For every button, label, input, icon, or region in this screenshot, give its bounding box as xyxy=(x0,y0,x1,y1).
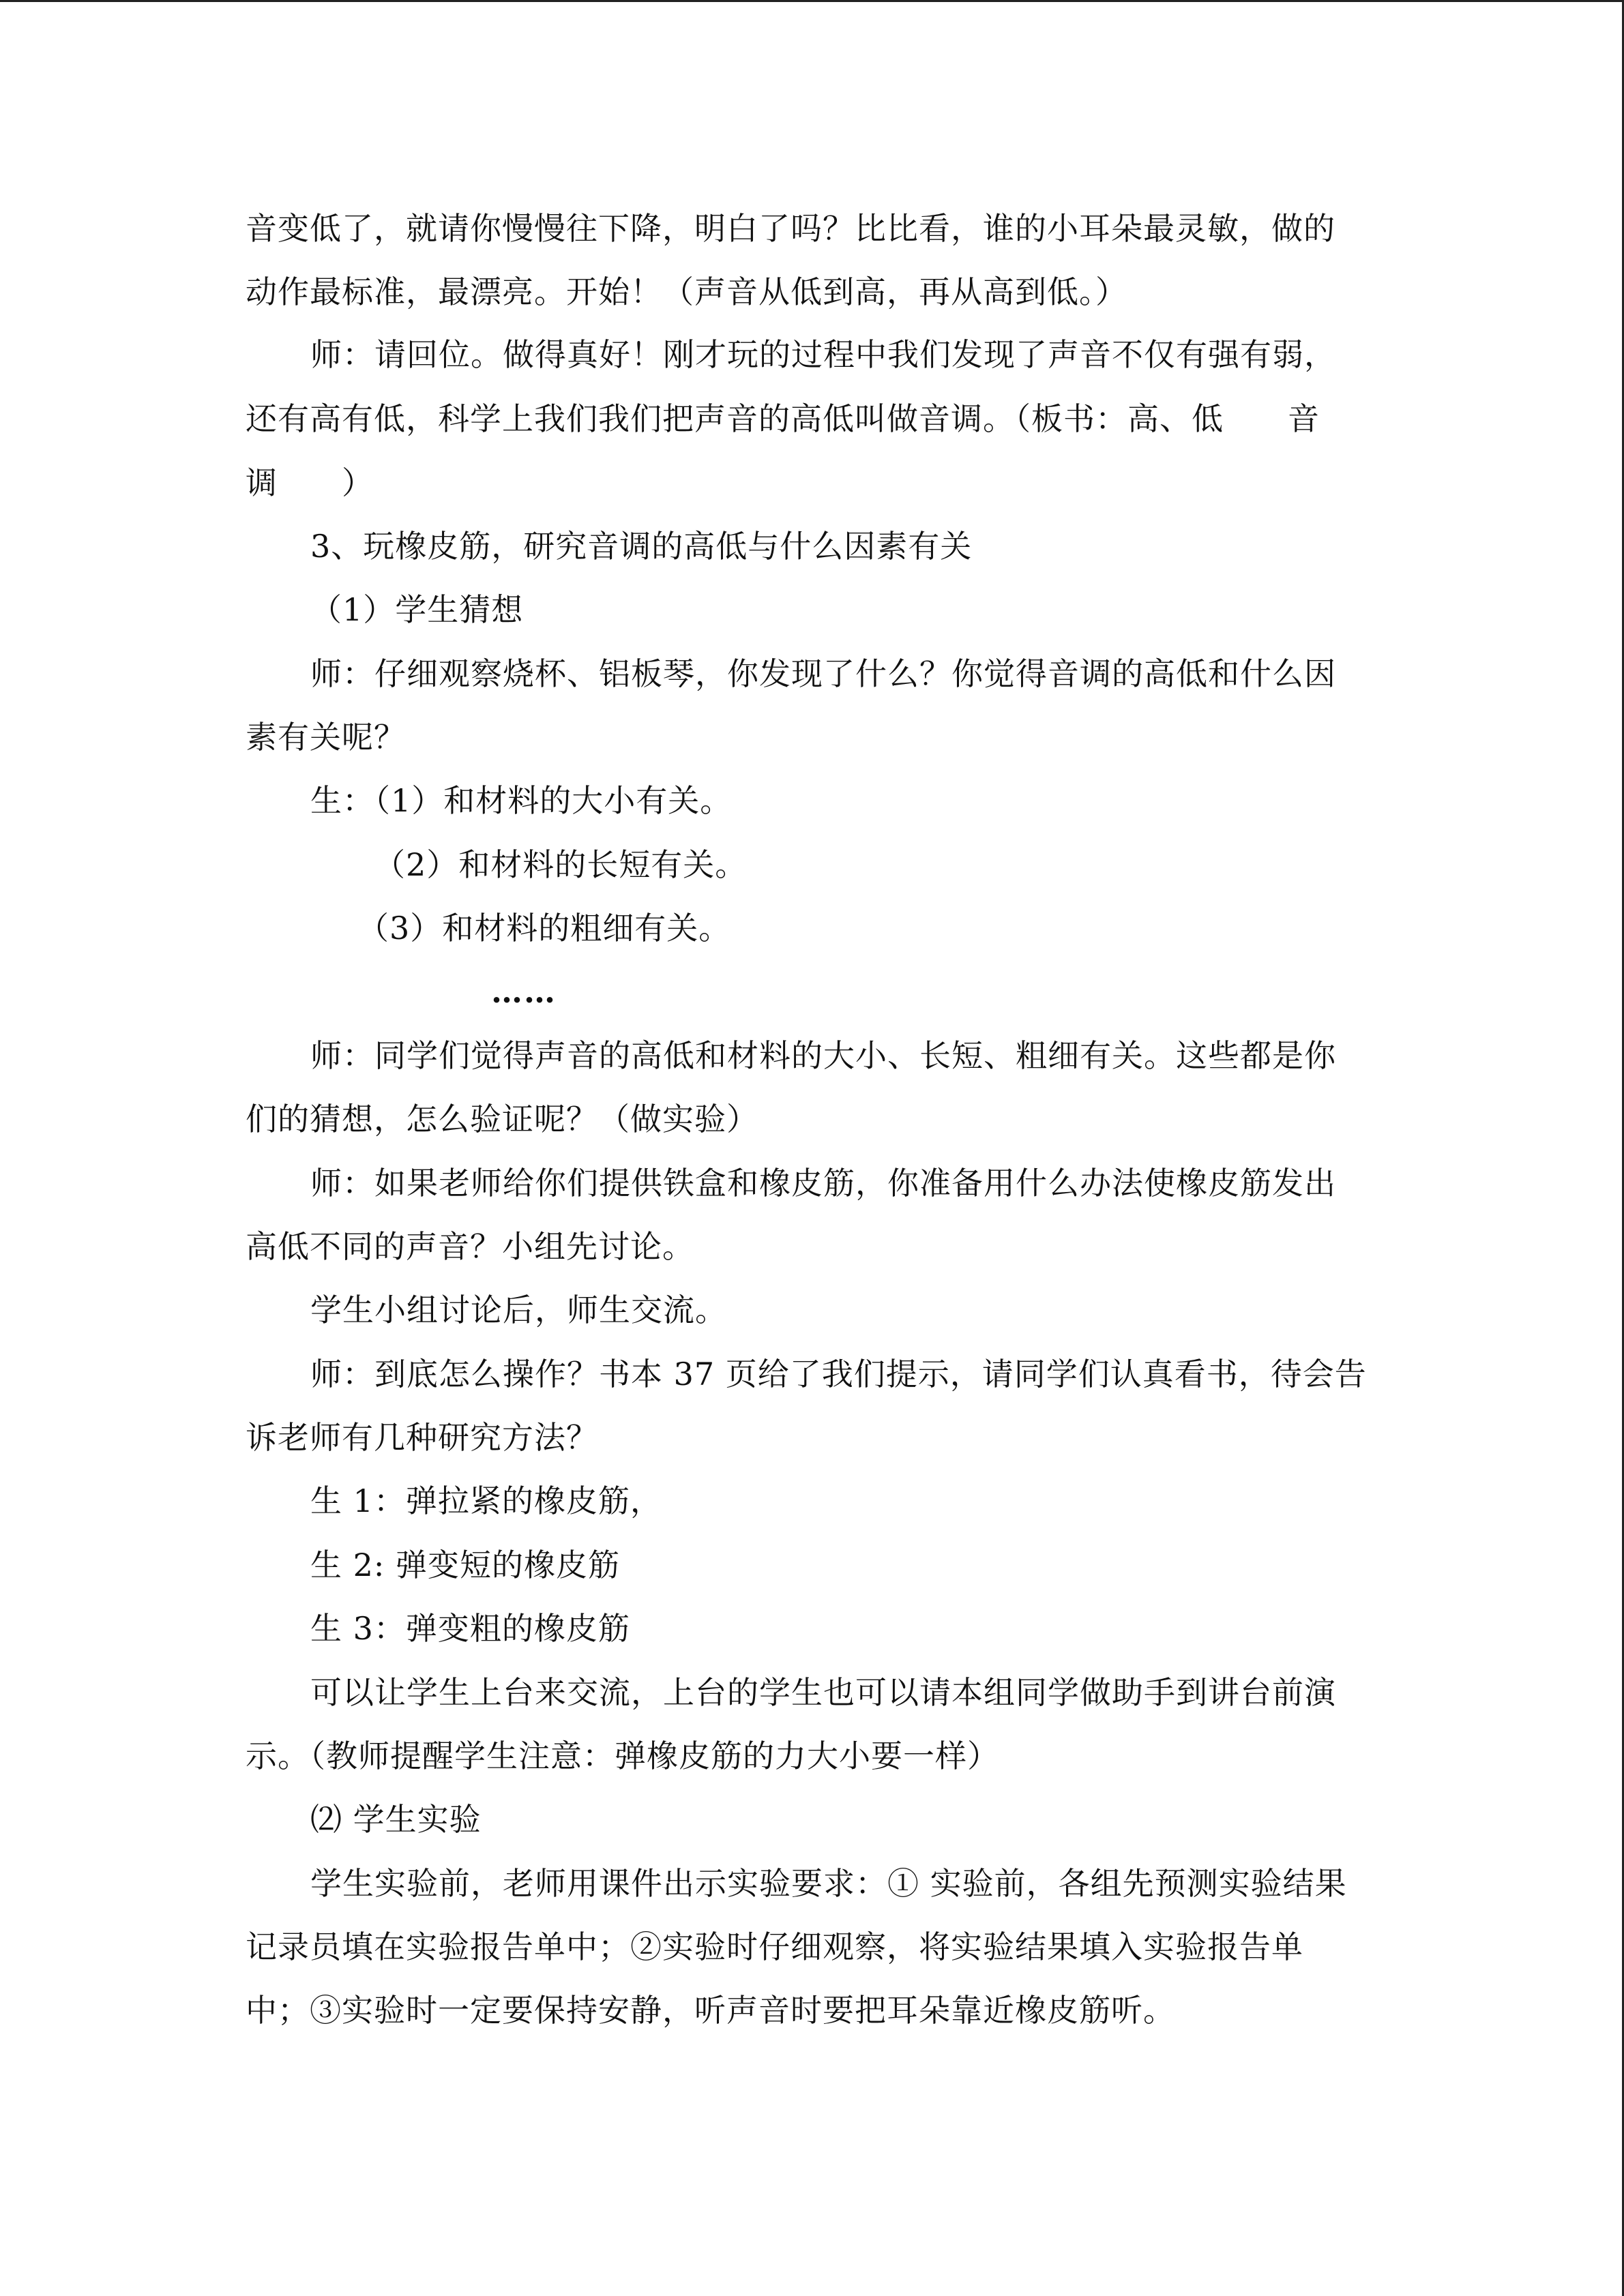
text-line: 高低不同的声音？小组先讨论。 xyxy=(246,1228,694,1265)
section-heading: 3、玩橡皮筋，研究音调的高低与什么因素有关 xyxy=(310,528,973,565)
text-line: 学生实验前，老师用课件出示实验要求：① 实验前，各组先预测实验结果 xyxy=(310,1865,1347,1902)
ellipsis-line: …… xyxy=(491,973,557,1010)
text-line: 生 3：弹变粗的橡皮筋 xyxy=(310,1610,630,1647)
text-line: 生：（1）和材料的大小有关。 xyxy=(310,782,733,819)
text-line: 师：到底怎么操作？书本 37 页给了我们提示，请同学们认真看书，待会告 xyxy=(310,1356,1367,1392)
text-line: （3）和材料的粗细有关。 xyxy=(357,910,731,946)
text-line: 素有关呢？ xyxy=(246,719,406,756)
text-line: 生 2: 弹变短的橡皮筋 xyxy=(310,1547,621,1583)
text-line: 音变低了，就请你慢慢往下降，明白了吗？比比看，谁的小耳朵最灵敏，做的 xyxy=(246,210,1335,247)
text-line: 记录员填在实验报告单中；②实验时仔细观察，将实验结果填入实验报告单 xyxy=(246,1928,1303,1965)
text-line: 学生小组讨论后，师生交流。 xyxy=(310,1292,727,1328)
sub-heading: （1）学生猜想 xyxy=(310,591,524,628)
text-line: 诉老师有几种研究方法？ xyxy=(246,1419,598,1456)
text-line: 师：如果老师给你们提供铁盒和橡皮筋，你准备用什么办法使橡皮筋发出 xyxy=(310,1165,1336,1202)
text-line: 中；③实验时一定要保持安静，听声音时要把耳朵靠近橡皮筋听。 xyxy=(246,1992,1175,2029)
text-line: 师：仔细观察烧杯、铝板琴，你发现了什么？你觉得音调的高低和什么因 xyxy=(310,655,1336,692)
text-line: 动作最标准，最漂亮。开始！（声音从低到高，再从高到低。） xyxy=(246,273,1127,310)
sub-heading: ⑵ 学生实验 xyxy=(310,1801,482,1838)
text-line: 师：请回位。做得真好！刚才玩的过程中我们发现了声音不仅有强有弱， xyxy=(310,336,1336,373)
text-line: 师：同学们觉得声音的高低和材料的大小、长短、粗细有关。这些都是你 xyxy=(310,1037,1336,1074)
page-top-border xyxy=(0,0,1624,2)
text-line: 们的猜想，怎么验证呢？（做实验） xyxy=(246,1101,758,1137)
text-line: 生 1：弹拉紧的橡皮筋， xyxy=(310,1482,662,1519)
text-line: 还有高有低，科学上我们我们把声音的高低叫做音调。（板书：高、低 音 xyxy=(246,400,1320,437)
text-line: （2）和材料的长短有关。 xyxy=(374,846,748,883)
text-line: 示。（教师提醒学生注意：弹橡皮筋的力大小要一样） xyxy=(246,1738,999,1774)
text-line: 可以让学生上台来交流，上台的学生也可以请本组同学做助手到讲台前演 xyxy=(310,1674,1336,1711)
text-line: 调 ） xyxy=(246,464,374,501)
